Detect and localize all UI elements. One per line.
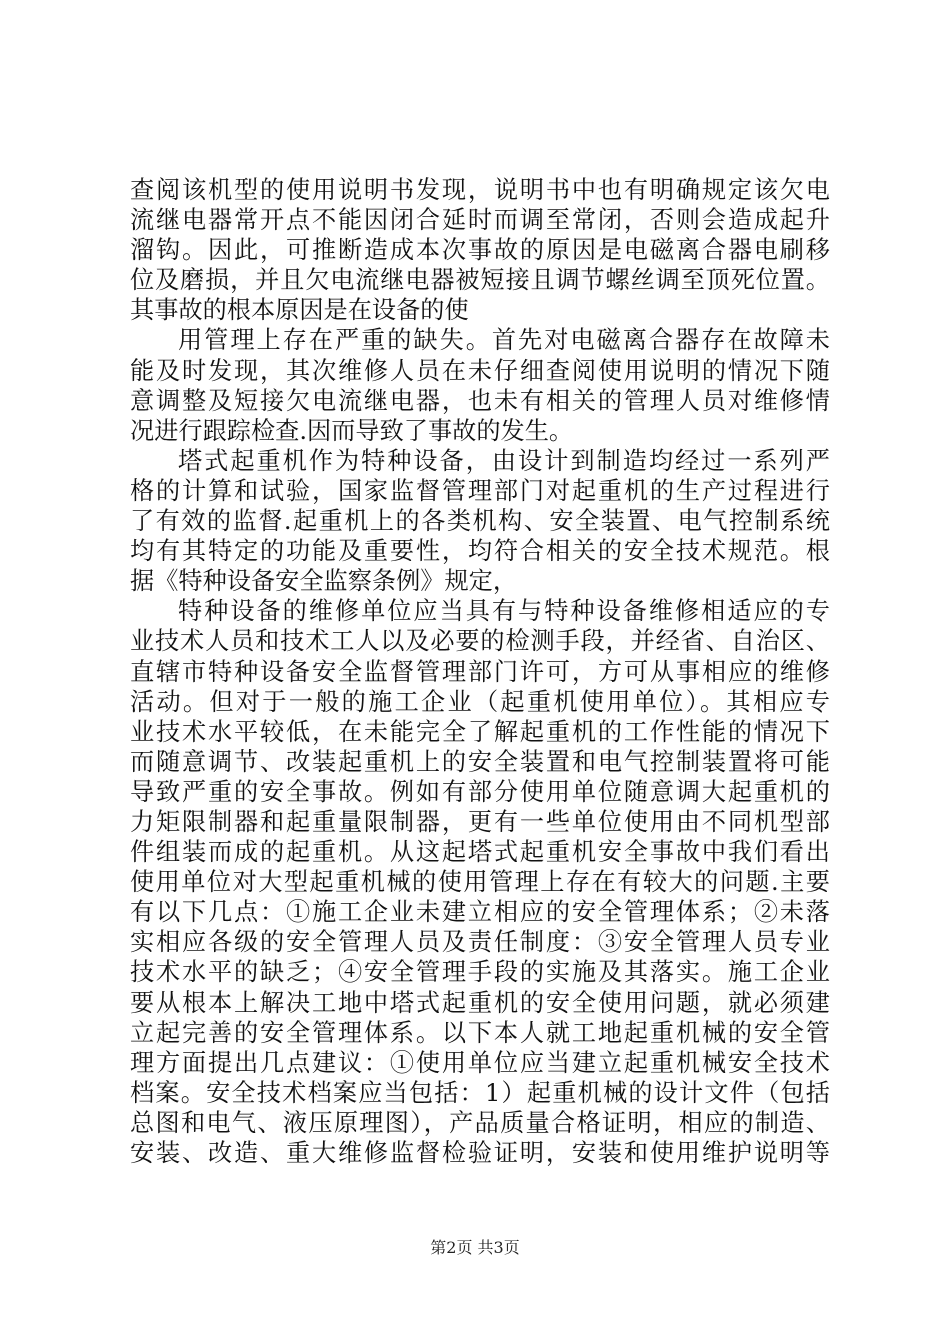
paragraph-1	[130, 175, 830, 325]
text-line: 而随意调节、改装起重机上的安全装置和电气控制装置将可能	[130, 747, 830, 776]
text-line: 力矩限制器和起重量限制器，更有一些单位使用由不同机型部	[130, 807, 830, 836]
paragraph-2	[130, 325, 830, 445]
text-line: 业技术水平较低，在未能完全了解起重机的工作性能的情况下	[130, 717, 830, 746]
text-line: 其事故的根本原因是在设备的使	[130, 296, 469, 325]
text-line: 况进行跟踪检查.因而导致了事故的发生。	[130, 416, 574, 445]
paragraph-3	[130, 446, 830, 596]
text-line: 立起完善的安全管理体系。以下本人就工地起重机械的安全管	[130, 1018, 830, 1047]
text-line: 均有其特定的功能及重要性，均符合相关的安全技术规范。根	[130, 537, 830, 566]
text-line: 理方面提出几点建议：①使用单位应当建立起重机械安全技术	[130, 1048, 830, 1077]
page-number-label: 第2页 共3页	[430, 1238, 520, 1257]
document-body	[130, 175, 830, 1168]
text-line: 件组装而成的起重机。从这起塔式起重机安全事故中我们看出	[130, 838, 830, 867]
text-line: 意调整及短接欠电流继电器，也未有相关的管理人员对维修情	[130, 386, 830, 415]
paragraph-4	[130, 596, 830, 1168]
text-line: 要从根本上解决工地中塔式起重机的安全使用问题，就必须建	[130, 988, 830, 1017]
text-line: 塔式起重机作为特种设备，由设计到制造均经过一系列严	[178, 446, 830, 475]
text-line: 用管理上存在严重的缺失。首先对电磁离合器存在故障未	[178, 326, 830, 355]
text-line: 技术水平的缺乏；④安全管理手段的实施及其落实。施工企业	[130, 958, 830, 987]
text-line: 使用单位对大型起重机械的使用管理上存在有较大的问题.主要	[130, 868, 830, 897]
text-line: 能及时发现，其次维修人员在未仔细查阅使用说明的情况下随	[130, 356, 830, 385]
text-line: 位及磨损，并且欠电流继电器被短接且调节螺丝调至顶死位置。	[130, 266, 830, 295]
text-line: 据《特种设备安全监察条例》规定，	[130, 567, 518, 596]
text-line: 导致严重的安全事故。例如有部分使用单位随意调大起重机的	[130, 777, 830, 806]
text-line: 溜钩。因此，可推断造成本次事故的原因是电磁离合器电刷移	[130, 236, 830, 265]
text-line: 安装、改造、重大维修监督检验证明，安装和使用维护说明等	[130, 1139, 830, 1167]
text-line: 业技术人员和技术工人以及必要的检测手段，并经省、自治区、	[130, 627, 830, 656]
text-line: 有以下几点：①施工企业未建立相应的安全管理体系；②未落	[130, 898, 830, 927]
text-line: 活动。但对于一般的施工企业（起重机使用单位）。其相应专	[130, 687, 830, 716]
text-line: 查阅该机型的使用说明书发现，说明书中也有明确规定该欠电	[130, 176, 830, 204]
text-line: 了有效的监督.起重机上的各类机构、安全装置、电气控制系统	[130, 507, 830, 536]
text-line: 流继电器常开点不能因闭合延时而调至常闭，否则会造成起升	[130, 206, 830, 235]
text-line: 档案。安全技术档案应当包括：1）起重机械的设计文件（包括	[130, 1078, 830, 1107]
page-footer	[0, 1238, 950, 1258]
text-line: 实相应各级的安全管理人员及责任制度：③安全管理人员专业	[130, 928, 830, 957]
text-line: 直辖市特种设备安全监督管理部门许可，方可从事相应的维修	[130, 657, 830, 686]
text-line: 总图和电气、液压原理图），产品质量合格证明，相应的制造、	[130, 1108, 830, 1137]
text-line: 特种设备的维修单位应当具有与特种设备维修相适应的专	[178, 597, 830, 626]
text-line: 格的计算和试验，国家监督管理部门对起重机的生产过程进行	[130, 476, 830, 505]
